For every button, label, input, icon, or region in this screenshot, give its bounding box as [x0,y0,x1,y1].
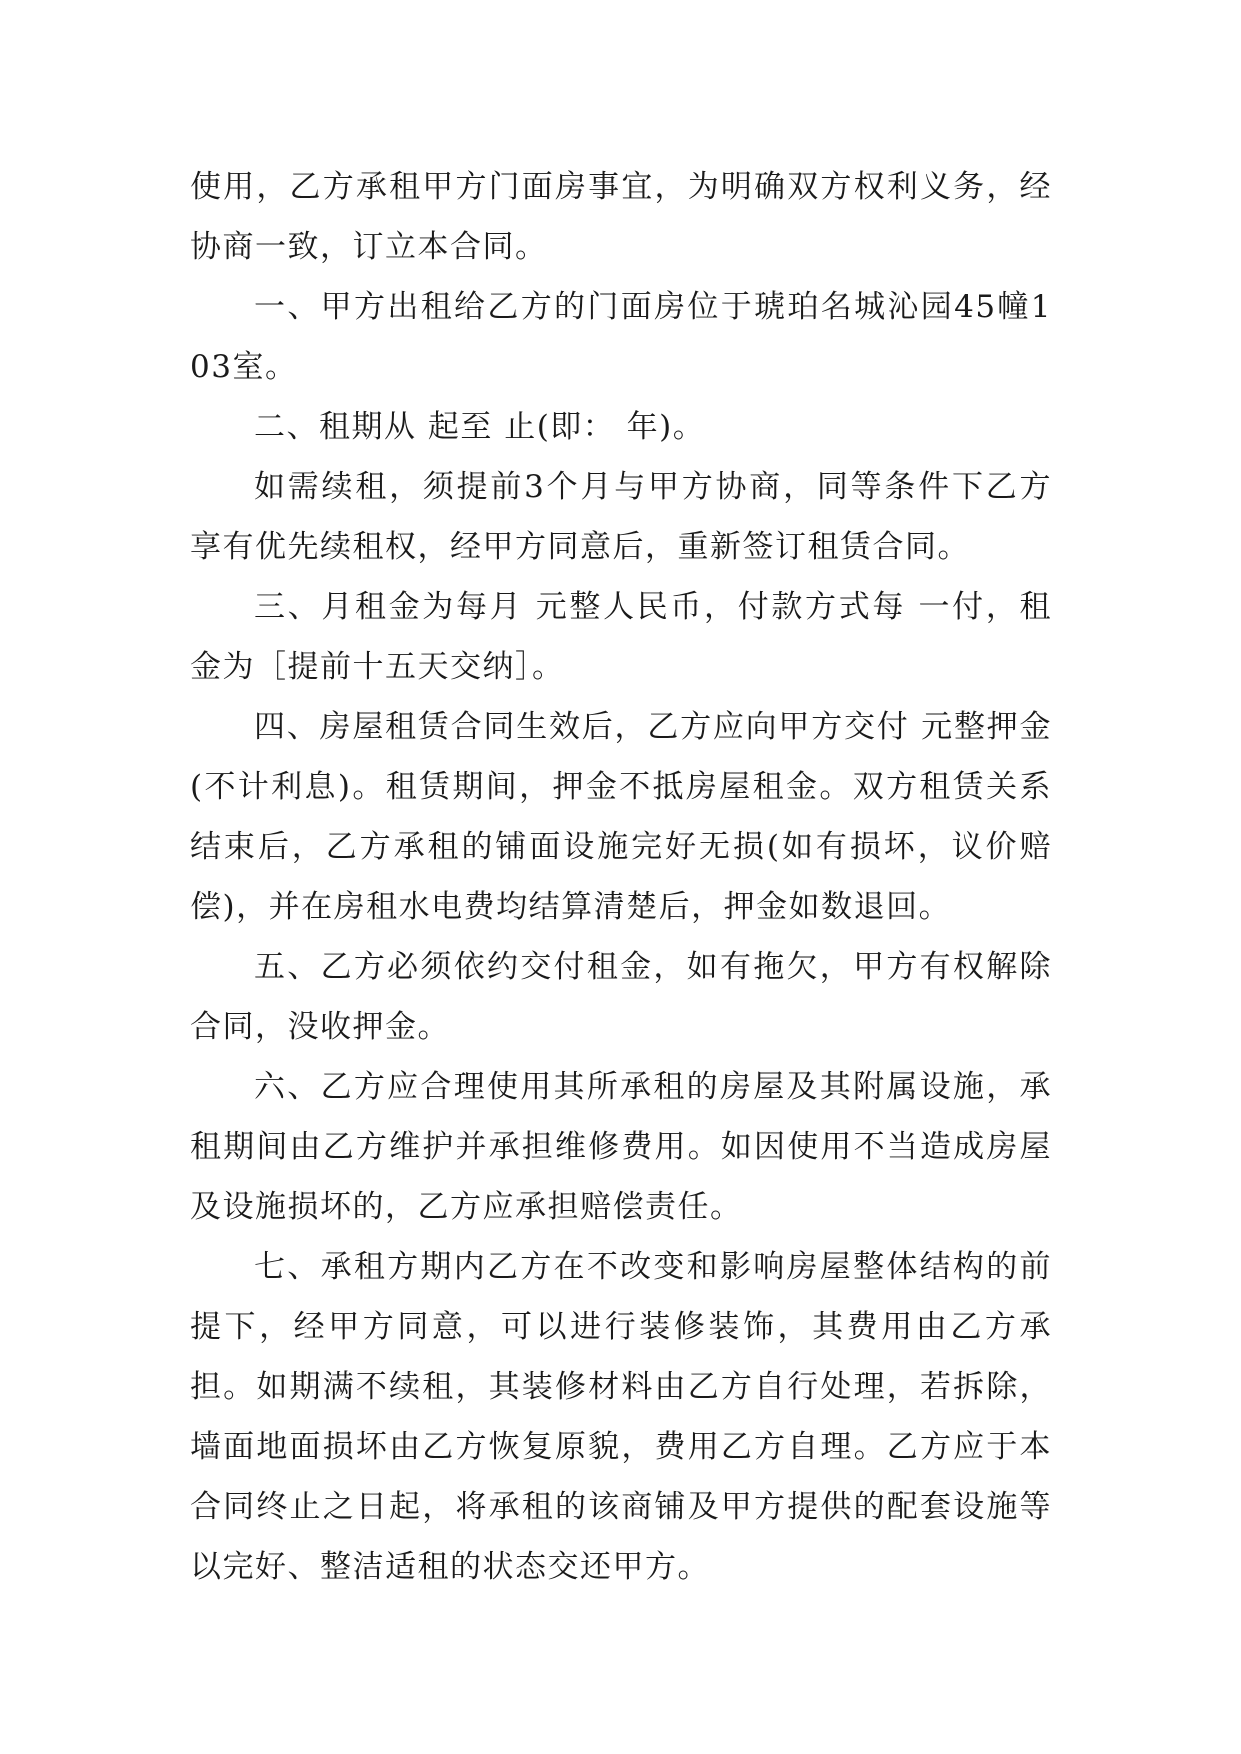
clause-3-rent: 三、月租金为每月 元整人民币，付款方式每 一付，租金为［提前十五天交纳］。 [190,589,1052,685]
clause-6-maintenance: 六、乙方应合理使用其所承租的房屋及其附属设施，承租期间由乙方维护并承担维修费用。如因使用不当造成房屋及设施损坏的，乙方应承担赔偿责任。 [190,1069,1052,1225]
clause-7-renovation: 七、承租方期内乙方在不改变和影响房屋整体结构的前提下，经甲方同意，可以进行装修装饰，其费用由乙方承担。如期满不续租，其装修材料由乙方自行处理，若拆除，墙面地面损坏由乙方恢复原貌，费用乙方自理。乙方应于本合同终止之日起，将承租的该商铺及甲方提供的配套设施等以完好、整洁适租的状态交还甲方。 [190,1249,1052,1585]
clause-2-renewal: 如需续租，须提前3个月与甲方协商，同等条件下乙方享有优先续租权，经甲方同意后，重新签订租赁合同。 [190,469,1052,565]
paragraph-intro-continuation: 使用，乙方承租甲方门面房事宜，为明确双方权利义务，经协商一致，订立本合同。 [190,169,1052,265]
document-body [190,157,1052,1597]
clause-2-term: 二、租期从 起至 止(即： 年)。 [254,409,706,445]
clause-1-location: 一、甲方出租给乙方的门面房位于琥珀名城沁园45幢103室。 [190,289,1052,385]
clause-4-deposit: 四、房屋租赁合同生效后，乙方应向甲方交付 元整押金(不计利息)。租赁期间，押金不抵房屋租金。双方租赁关系结束后，乙方承租的铺面设施完好无损(如有损坏，议价赔偿)，并在房租水电费均结算清楚后，押金如数退回。 [190,709,1052,925]
clause-5-arrears: 五、乙方必须依约交付租金，如有拖欠，甲方有权解除合同，没收押金。 [190,949,1052,1045]
